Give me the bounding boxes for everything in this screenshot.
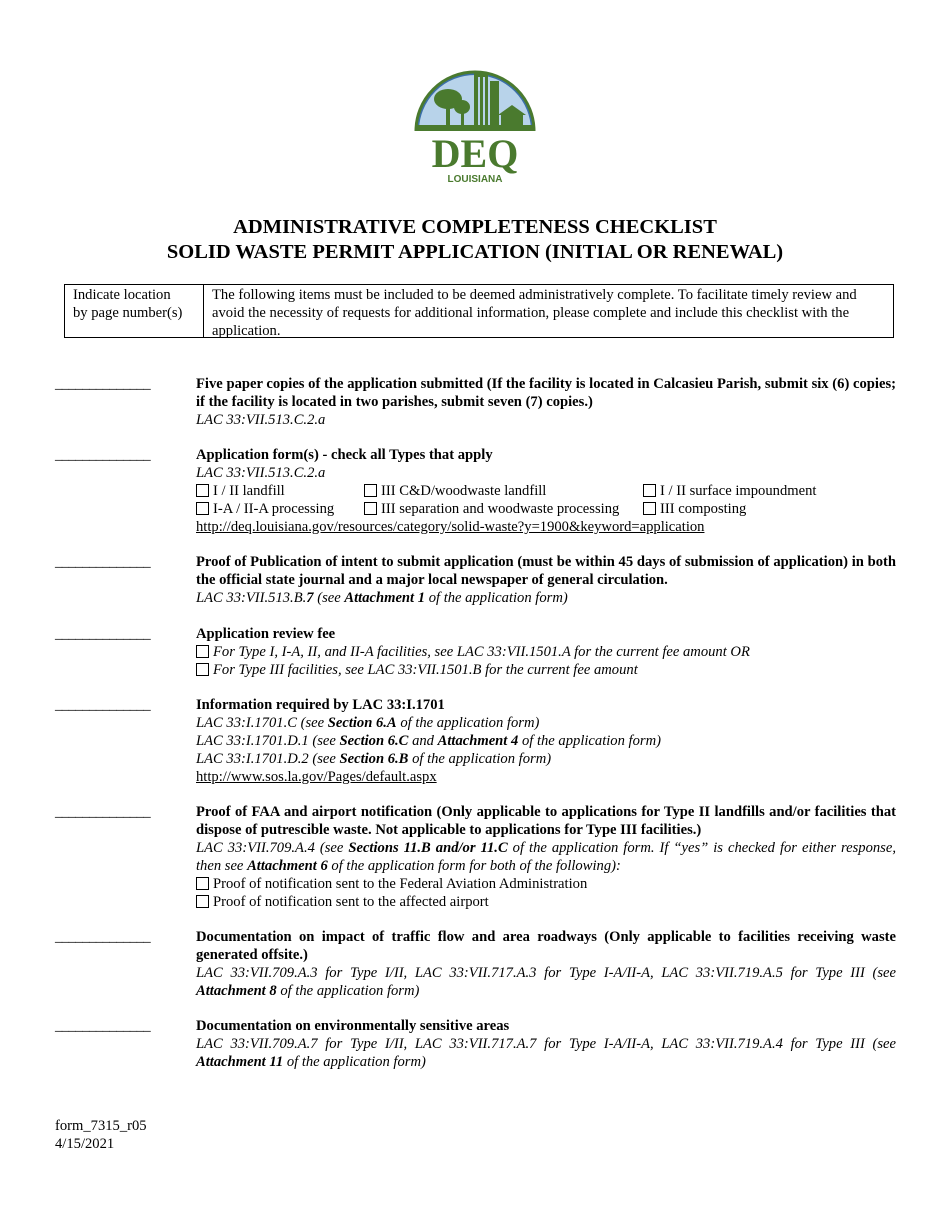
title-line-2: SOLID WASTE PERMIT APPLICATION (INITIAL OR RENEWAL) bbox=[166, 241, 784, 263]
page-number-blank[interactable]: ______________ bbox=[55, 1018, 151, 1034]
checkbox[interactable] bbox=[643, 484, 656, 497]
page-number-blank[interactable]: ______________ bbox=[55, 376, 151, 392]
form-number: form_7315_r05 bbox=[55, 1118, 147, 1134]
checkbox[interactable] bbox=[196, 502, 209, 515]
deq-louisiana-logo bbox=[412, 55, 538, 187]
location-column-header: Indicate location by page number(s) bbox=[65, 285, 204, 337]
checkbox[interactable] bbox=[196, 484, 209, 497]
instructions-text: The following items must be included to be deemed administratively complete. To facilitate timely review and avoid the necessity of requests for additional information, please complete and include this checklist with the application. bbox=[212, 287, 857, 339]
page-number-blank[interactable]: ______________ bbox=[55, 697, 151, 713]
page-number-blank[interactable]: ______________ bbox=[55, 626, 151, 642]
application-forms-link[interactable]: http://deq.louisiana.gov/resources/category/solid-waste?y=1900&keyword=application bbox=[196, 519, 705, 535]
checkbox[interactable] bbox=[196, 663, 209, 676]
title-line-1: ADMINISTRATIVE COMPLETENESS CHECKLIST bbox=[233, 216, 717, 238]
checkbox[interactable] bbox=[196, 877, 209, 890]
page-title bbox=[0, 215, 950, 265]
logo-text: DEQ bbox=[431, 131, 519, 176]
page-number-blank[interactable]: ______________ bbox=[55, 804, 151, 820]
sos-link[interactable]: http://www.sos.la.gov/Pages/default.aspx bbox=[196, 769, 437, 785]
instructions-box bbox=[64, 284, 894, 338]
checkbox[interactable] bbox=[364, 502, 377, 515]
checkbox[interactable] bbox=[196, 895, 209, 908]
logo-subtext: LOUISIANA bbox=[447, 174, 503, 185]
page-number-blank[interactable]: ______________ bbox=[55, 554, 151, 570]
checkbox[interactable] bbox=[196, 645, 209, 658]
page-number-blank[interactable]: ______________ bbox=[55, 929, 151, 945]
form-footer bbox=[55, 1117, 147, 1153]
page-number-blank[interactable]: ______________ bbox=[55, 447, 151, 463]
checkbox[interactable] bbox=[643, 502, 656, 515]
form-date: 4/15/2021 bbox=[55, 1136, 115, 1152]
checkbox[interactable] bbox=[364, 484, 377, 497]
